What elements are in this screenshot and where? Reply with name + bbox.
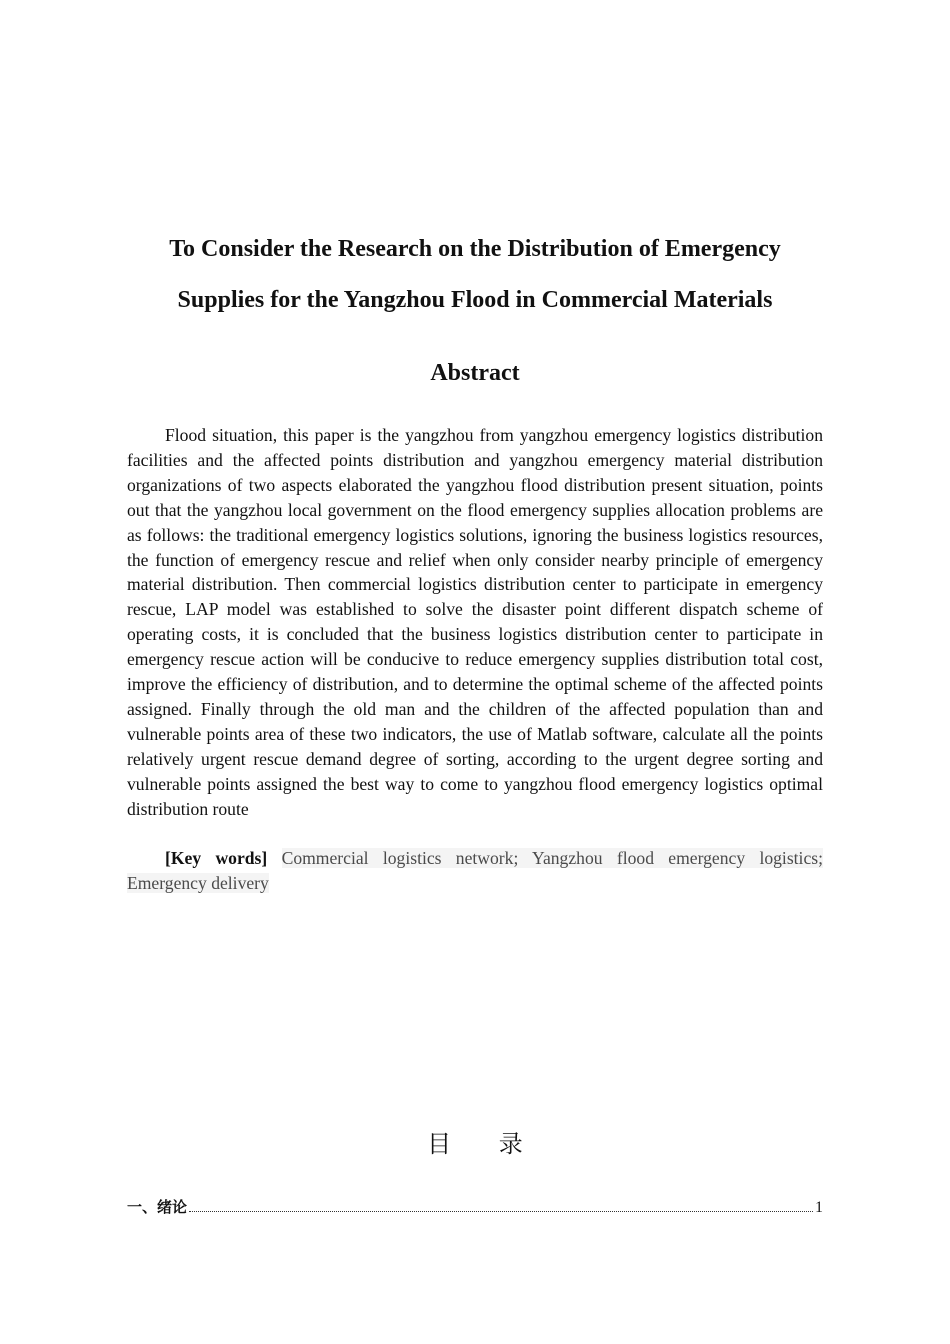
abstract-heading: Abstract [430, 360, 520, 386]
abstract-body: Flood situation, this paper is the yangzhou from yangzhou emergency logistics distribution facilities and the affected points distribution and yangzhou emergency material distribution organizations of two aspects elaborated the yangzhou flood distribution present situation, points out that the yangzhou local government on the flood emergency supplies allocation problems are as follows: the traditional emergency logistics solutions, ignoring the business logistics resources, the function of emergency rescue and relief when only consider nearby principle of emergency material distribution. Then commercial logistics distribution center to participate in emergency rescue, LAP model was established to solve the disaster point different dispatch scheme of operating costs, it is concluded that the business logistics distribution center to participate in emergency rescue action will be conducive to reduce emergency supplies distribution total cost, improve the efficiency of distribution, and to determine the optimal scheme of the affected points assigned. Finally through the old man and the children of the affected population than and vulnerable points area of these two indicators, the use of Matlab software, calculate all the points relatively urgent rescue demand degree of sorting, according to the urgent degree sorting and vulnerable points assigned the best way to come to yangzhou flood emergency logistics optimal distribution route [127, 425, 823, 819]
toc-entry-label: 一、绪论 [127, 1198, 188, 1216]
toc-heading: 目 录 [427, 1130, 543, 1158]
toc-entry-page: 1 [815, 1199, 823, 1216]
keywords-label: [Key words] [165, 848, 268, 868]
toc-entry[interactable] [127, 1196, 823, 1219]
title-line-1: To Consider the Research on the Distribution of Emergency [169, 236, 781, 262]
title-line-2: Supplies for the Yangzhou Flood in Commercial Materials [177, 287, 773, 313]
keywords-paragraph [127, 846, 823, 896]
toc-leader-dots [189, 1210, 813, 1212]
keywords-text: Commercial logistics network; Yangzhou flood emergency logistics; Emergency delivery [127, 848, 823, 893]
